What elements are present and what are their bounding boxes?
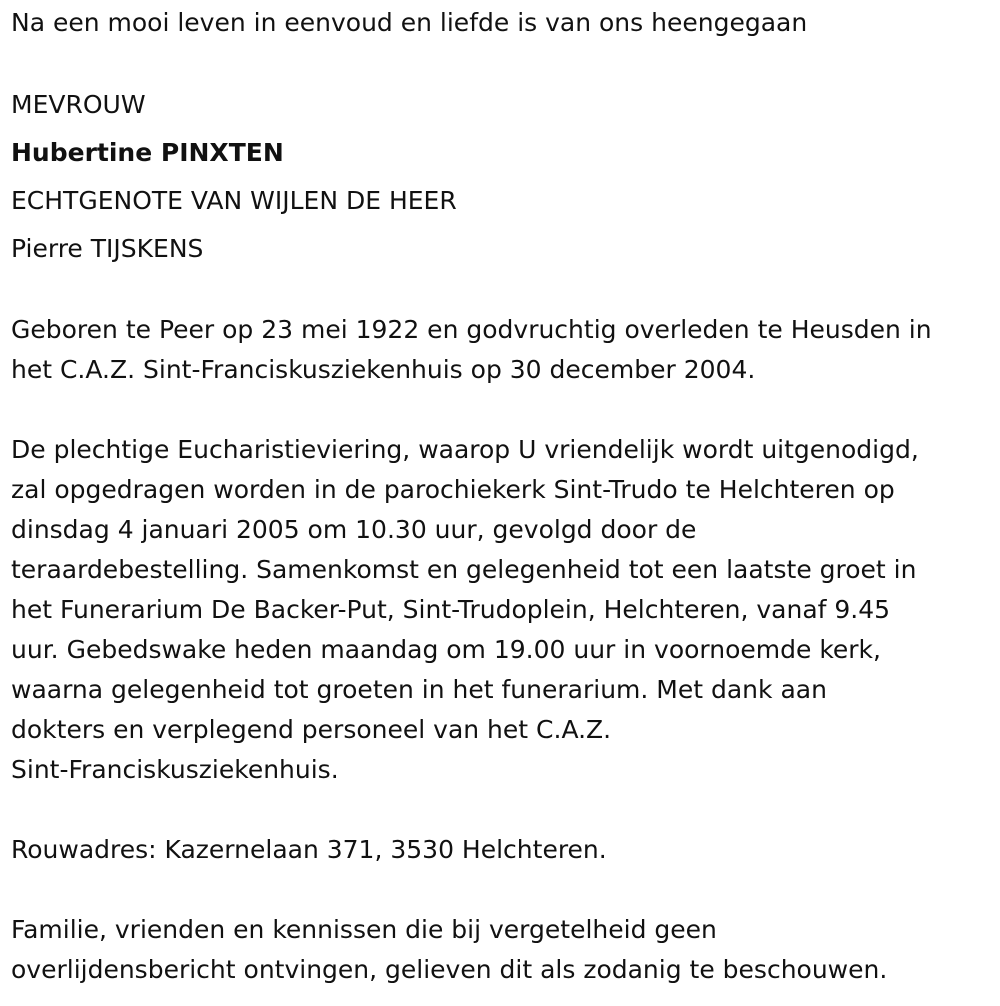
ceremony-line: waarna gelegenheid tot groeten in het funerarium. Met dank aan [11, 675, 827, 704]
ceremony-line: dokters en verplegend personeel van het C.A.Z. [11, 715, 612, 744]
address-line: Rouwadres: Kazernelaan 371, 3530 Helchteren. [11, 835, 607, 864]
deceased-title: MEVROUW [11, 90, 146, 119]
spouse-name: Pierre TIJSKENS [11, 234, 204, 263]
ceremony-line: De plechtige Eucharistieviering, waarop U vriendelijk wordt uitgenodigd, [11, 435, 919, 464]
address-paragraph [11, 830, 986, 870]
deceased-name: Hubertine PINXTEN [11, 138, 284, 167]
closing-line: Familie, vrienden en kennissen die bij vergetelheid geen [11, 915, 717, 944]
ceremony-line: uur. Gebedswake heden maandag om 19.00 uur in voornoemde kerk, [11, 635, 881, 664]
ceremony-line: dinsdag 4 januari 2005 om 10.30 uur, gevolgd door de [11, 515, 697, 544]
closing-line: overlijdensbericht ontvingen, gelieven dit als zodanig te beschouwen. [11, 955, 888, 984]
ceremony-line: zal opgedragen worden in de parochiekerk Sint-Trudo te Helchteren op [11, 475, 895, 504]
birth-death-line: het C.A.Z. Sint-Franciskusziekenhuis op 30 december 2004. [11, 355, 756, 384]
ceremony-paragraph [11, 430, 986, 790]
ceremony-line: teraardebestelling. Samenkomst en gelegenheid tot een laatste groet in [11, 555, 917, 584]
ceremony-line: het Funerarium De Backer-Put, Sint-Trudoplein, Helchteren, vanaf 9.45 [11, 595, 891, 624]
birth-death-paragraph [11, 310, 986, 390]
closing-paragraph [11, 910, 986, 990]
intro-text: Na een mooi leven in eenvoud en liefde is van ons heengegaan [11, 8, 808, 37]
birth-death-line: Geboren te Peer op 23 mei 1922 en godvruchtig overleden te Heusden in [11, 315, 932, 344]
deceased-relation: ECHTGENOTE VAN WIJLEN DE HEER [11, 186, 457, 215]
ceremony-line: Sint-Franciskusziekenhuis. [11, 755, 339, 784]
